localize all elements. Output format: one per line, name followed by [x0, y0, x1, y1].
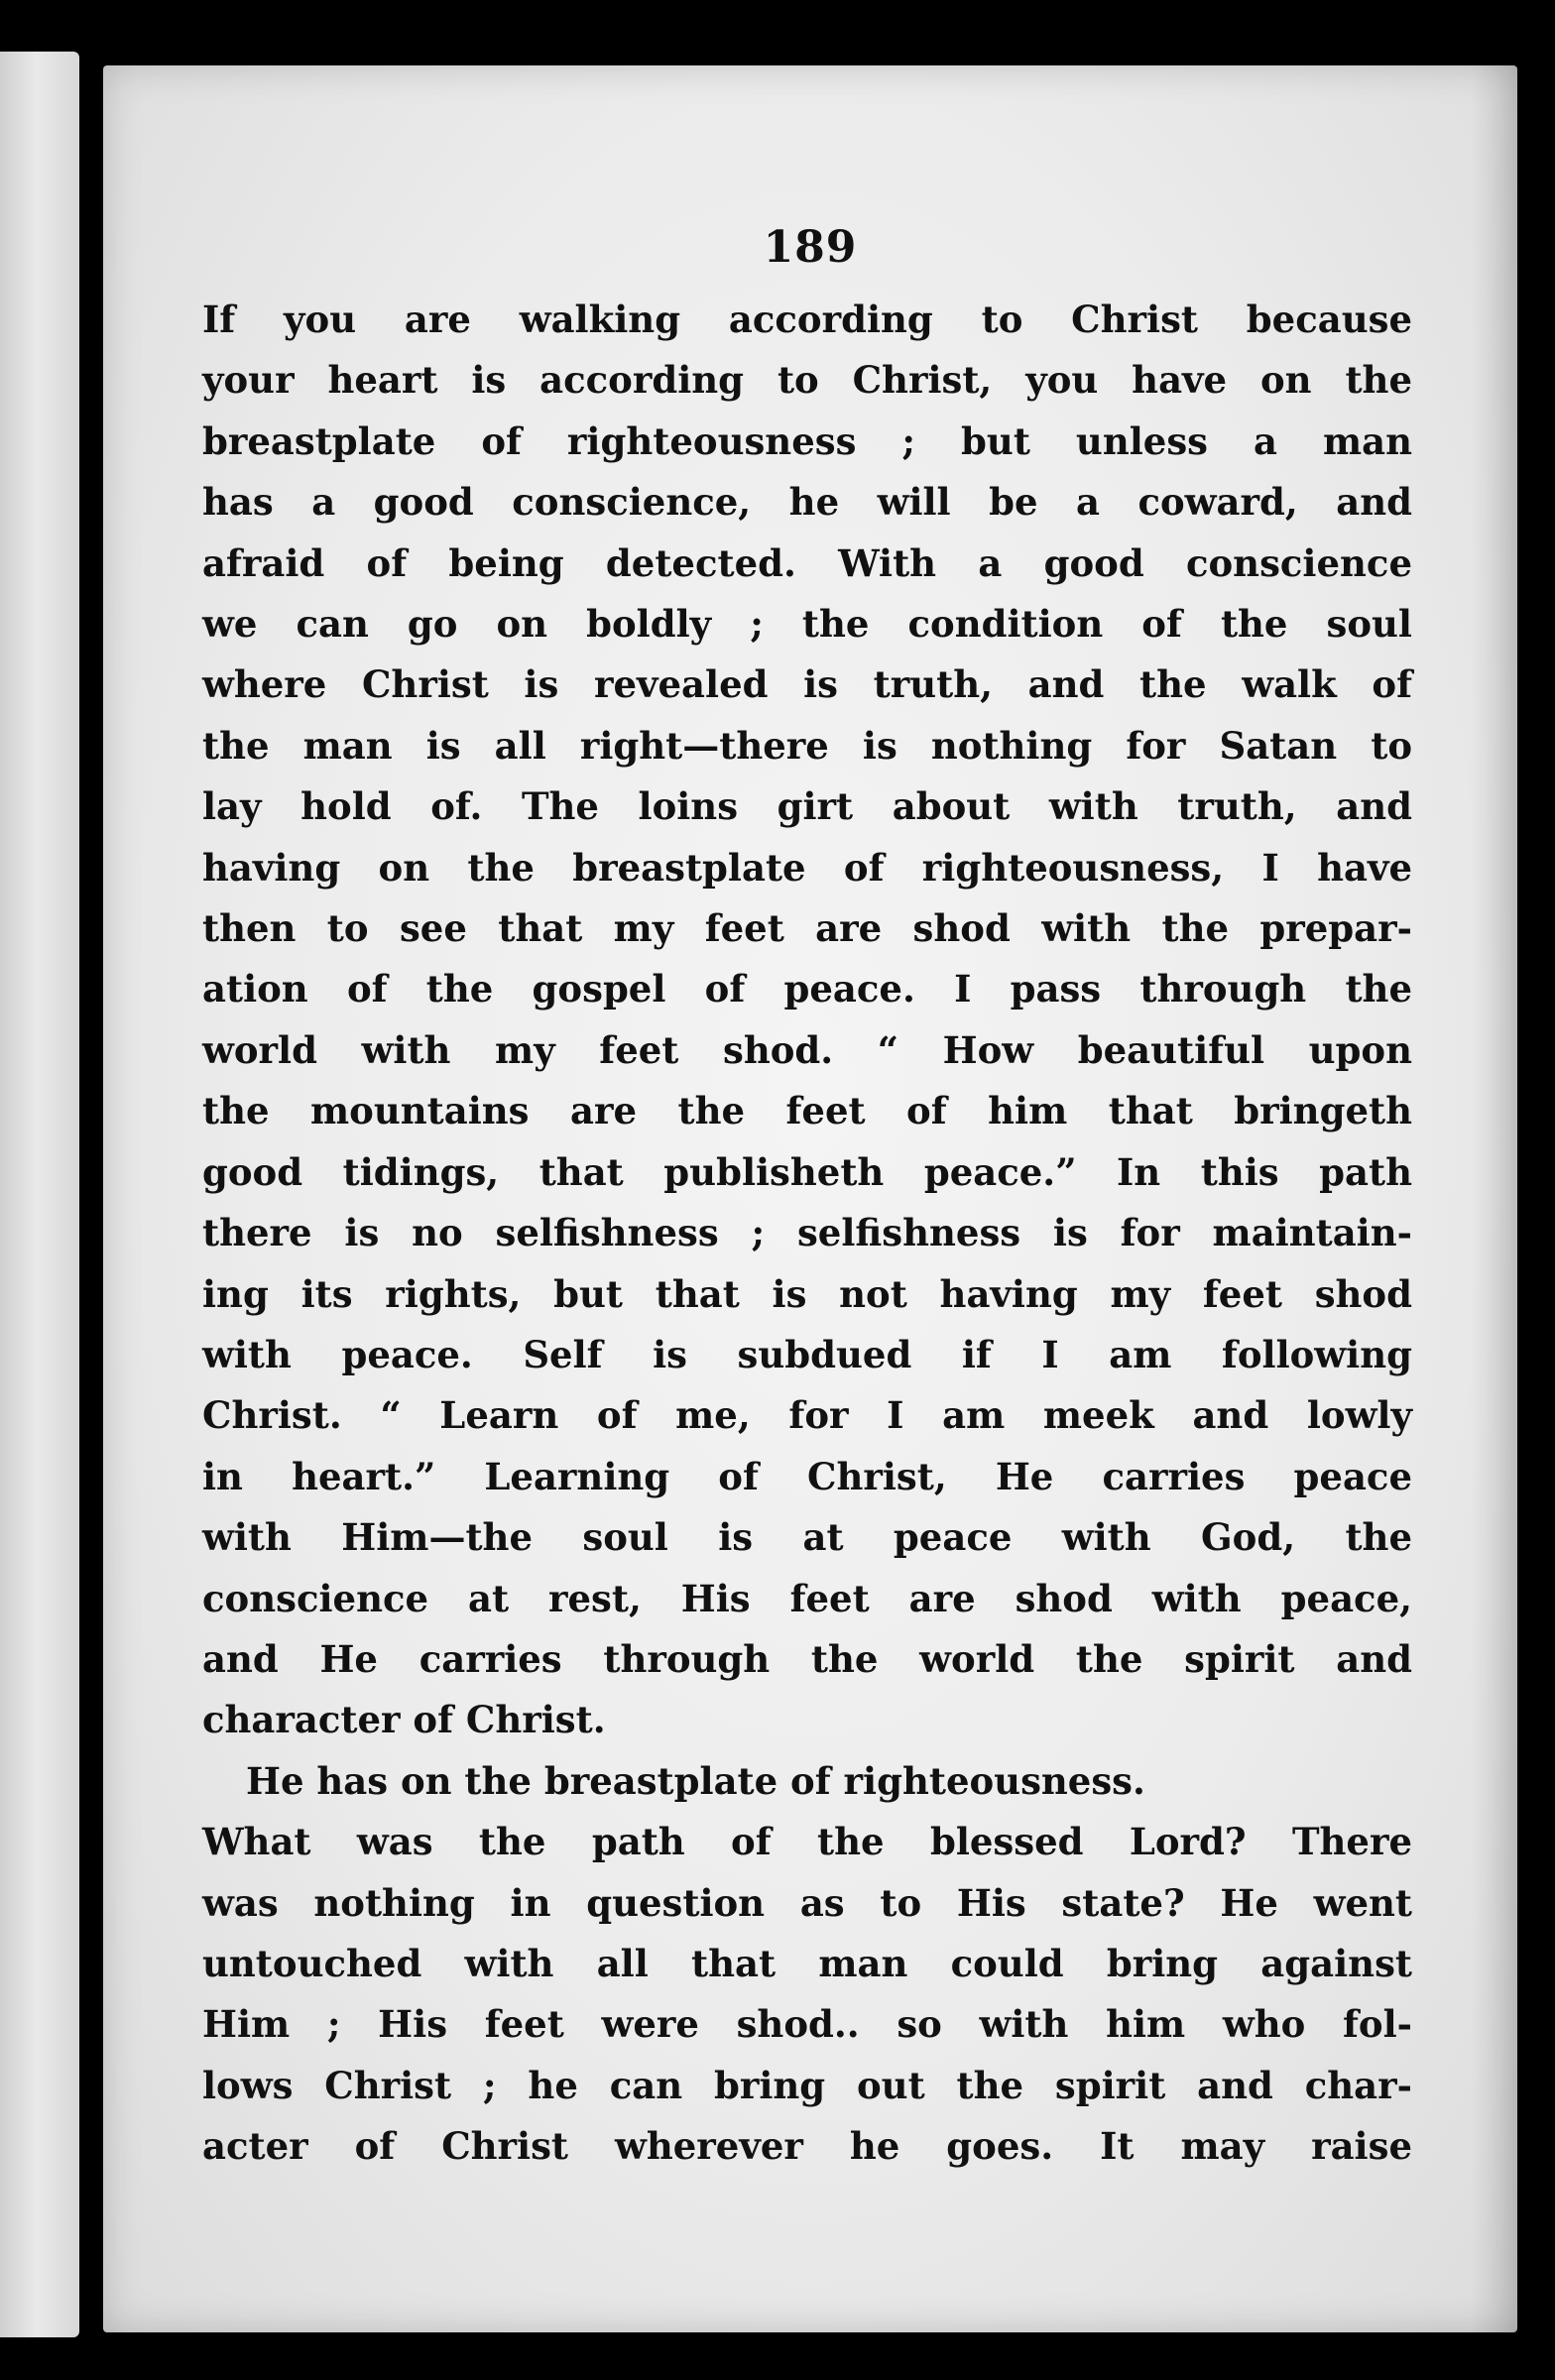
text-line: If you are walking according to Christ because — [202, 298, 1412, 341]
text-line: afraid of being detected. With a good conscience — [202, 540, 1412, 585]
text-line: with Him—the soul is at peace with God, the — [202, 1515, 1412, 1560]
text-line: good tidings, that publisheth peace.” In this path — [202, 1149, 1412, 1194]
text-line: has a good conscience, he will be a coward, and — [202, 480, 1412, 525]
text-line: untouched with all that man could bring against — [202, 1941, 1412, 1985]
paragraph-2 — [202, 1751, 1412, 2178]
text-line: He has on the breastplate of righteousness. — [246, 1758, 1145, 1803]
text-line: and He carries through the world the spirit and — [202, 1636, 1412, 1681]
text-line: acter of Christ wherever he goes. It may raise — [202, 2124, 1412, 2169]
text-line: lay hold of. The loins girt about with truth, and — [202, 784, 1412, 829]
text-line: world with my feet shod. “ How beautiful upon — [202, 1027, 1412, 1072]
facing-page-edge — [0, 52, 79, 2337]
text-line: was nothing in question as to His state? He went — [202, 1880, 1412, 1925]
text-line: ing its rights, but that is not having my feet shod — [202, 1271, 1412, 1316]
text-line: ation of the gospel of peace. I pass through the — [202, 967, 1412, 1012]
text-line: your heart is according to Christ, you have on the — [202, 358, 1412, 403]
text-line: lows Christ ; he can bring out the spirit and char- — [202, 2063, 1412, 2107]
text-line: with peace. Self is subdued if I am following — [202, 1332, 1412, 1376]
book-page — [103, 65, 1517, 2332]
text-line: Him ; His feet were shod.. so with him who fol- — [202, 2002, 1412, 2047]
text-line: the man is all right—there is nothing for Satan to — [202, 723, 1412, 768]
text-line: there is no selfishness ; selfishness is for maintain- — [202, 1211, 1412, 1255]
text-line: we can go on boldly ; the condition of the soul — [202, 602, 1412, 647]
page-edge-shadow — [1470, 65, 1517, 2332]
text-line: Christ. “ Learn of me, for I am meek and lowly — [202, 1393, 1412, 1438]
text-line: where Christ is revealed is truth, and the walk of — [202, 662, 1412, 707]
text-line: conscience at rest, His feet are shod with peace, — [202, 1576, 1412, 1620]
text-line: then to see that my feet are shod with the prepar- — [202, 906, 1412, 951]
text-line: character of Christ. — [202, 1698, 606, 1742]
text-line: the mountains are the feet of him that bringeth — [202, 1089, 1412, 1133]
text-line: having on the breastplate of righteousness, I have — [202, 845, 1412, 890]
text-line: breastplate of righteousness ; but unless a man — [202, 418, 1412, 463]
text-line: in heart.” Learning of Christ, He carries peace — [202, 1454, 1412, 1498]
page-body-text — [202, 290, 1412, 2178]
paragraph-1 — [202, 290, 1412, 1751]
text-line: What was the path of the blessed Lord? There — [202, 1820, 1412, 1864]
page-number: 189 — [763, 222, 858, 273]
